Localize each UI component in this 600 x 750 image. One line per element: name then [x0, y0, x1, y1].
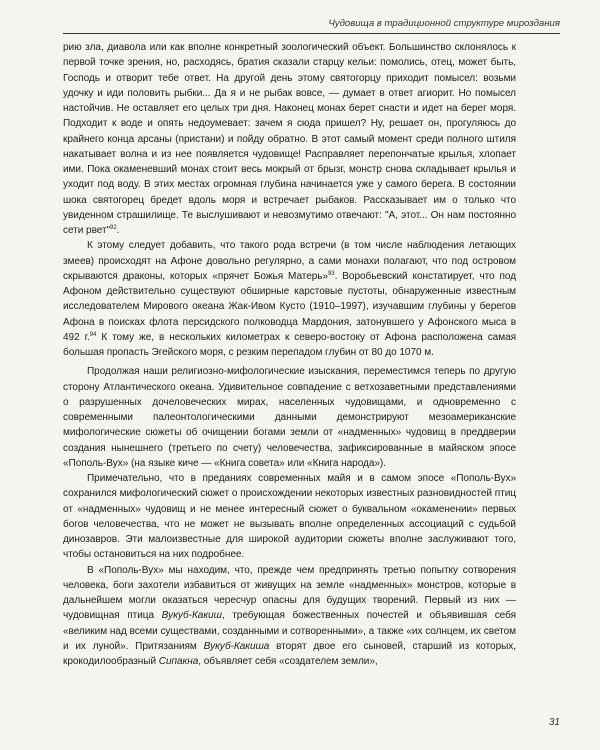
- text-run: , объявляет себя «создателем земли»,: [198, 656, 378, 667]
- text-run: . Воробьевский констатирует, что под Афоном действительно существуют обширные карстовые пустоты, обнаруженные известным исследователем Мирового океана Жак-Ивом Кусто (1910–1997), изучавшим глубины у берегов Афона в поисках флота персидского полководца Мардония, затонувшего у Афонского мыса в 492 г.: [63, 270, 517, 343]
- text-run: В «Пополь-Вух» мы находим, что, прежде чем предпринять третью попытку сотворения человека, боги захотели избавиться от живущих на земле «надменных» монстров, которые в дальнейшем могли оказаться чересчур опасны для будущих творений. Первый из них — чудовищная птица: [63, 564, 516, 622]
- paragraph: [63, 563, 516, 670]
- paragraph: [63, 364, 516, 471]
- text-run: К тому же, в нескольких километрах к северо-востоку от Афона расположена самая большая пропасть Эгейского моря, с резким перепадом глубин от 80 до 1070 м.: [63, 331, 517, 358]
- footnote-ref: 93: [328, 270, 335, 277]
- italic-name: Сипакна: [158, 656, 199, 667]
- text-run: , требующая божественных почестей и объявившая себя «великим над всеми существами, созданными и сотворенными», а также «их солнцем, их светом и их луной». Притязаниям: [63, 610, 516, 652]
- body-text: [63, 40, 516, 669]
- running-head: Чудовища в традиционной структуре мироздания: [328, 18, 560, 29]
- footnote-ref: 94: [89, 331, 97, 338]
- footnote-ref: 92: [110, 225, 117, 231]
- paragraph: [63, 40, 516, 238]
- text-run: Примечательно, что в преданиях современных майя и в самом эпосе «Пополь-Вух» сохранился мифологический сюжет о происхождении некоторых известных разновидностей птиц от «надменных» чудовищ и не менее интересный сюжет о буквальном «окаменении» первых богов человечества, что не может не вызывать вполне определенных ассоциаций с судьбой динозавров. Эти малоизвестные для широкой аудитории сюжеты вполне заслуживают того, чтобы остановиться на них подробнее.: [63, 473, 516, 561]
- text-run: К этому следует добавить, что такого рода встречи (в том числе наблюдения летающих змеев) происходят на Афоне довольно регулярно, а сами монахи полагают, что под островом скрываются драконы, которых «прячет Божья Матерь»: [63, 240, 516, 282]
- page-number: 31: [548, 717, 560, 728]
- header-rule: [63, 33, 560, 34]
- text-run: вторят двое его сыновей, старший из которых, крокодилообразный: [63, 640, 516, 667]
- paragraph: [63, 471, 516, 563]
- text-run: рию зла, диавола или как вполне конкретный зоологический объект. Большинство склонялось к первой точке зрения, но, расходясь, братия сказали старцу кельи: помолись, отец, может быть, Господь и отворит тебе ответ. На другой день этому святогорцу приходит помысел: возьми удочку и иди половить рыбки... Да я и не рыбак вовсе, — думает в ответ агиорит. Но помысел настойчив. Не оставляет его целых три дня. Наконец монах берет снасти и идет на берег моря. Подходит к воде и опять недоумевает: зачем я сюда пришел? Ну, решает он, прогуляюсь до крайнего конца арсаны (пристани) и пойду обратно. В этот самый момент среди полного штиля накатывает волна и из нее появляется чудовище! Расправляет перепончатые крылья, хлопает ими. Пока окаменевший монах стоит весь мокрый от брызг, монстр снова складывает крылья и уходит под воду. В этих местах огромная глубина начинается уже у самого берега. В состоянии шока святогорец бредет вдоль моря и встречает рыбаков. Рассказывает им о только что увиденном страшилище. Те выслушивают и невозмутимо отвечают: "А, этот... Он нам постоянно сети рвет": [63, 42, 516, 236]
- text-run: Продолжая наши религиозно-мифологические изыскания, переместимся теперь по другую сторону Атлантического океана. Удивительное совпадение с ветхозаветными представлениями о разрушенных дочеловеческих мирах, населенных чудовищами, и одновременно с современными палеонтологическими данными демонстрируют мезоамериканские мифологические сюжеты об очищении богами земли от «надменных» чудовищ в преддверии создания нынешнего (третьего по счету) человечества, зафиксированные в майяском эпосе «Пополь-Вух» (на языке киче — «Книга совета» или «Книга народа»).: [63, 366, 516, 469]
- italic-name: Вукуб-Какиш: [161, 610, 222, 622]
- italic-name: Вукуб-Какиша: [203, 640, 270, 652]
- text-run: .: [116, 225, 120, 236]
- paragraph: [63, 238, 516, 360]
